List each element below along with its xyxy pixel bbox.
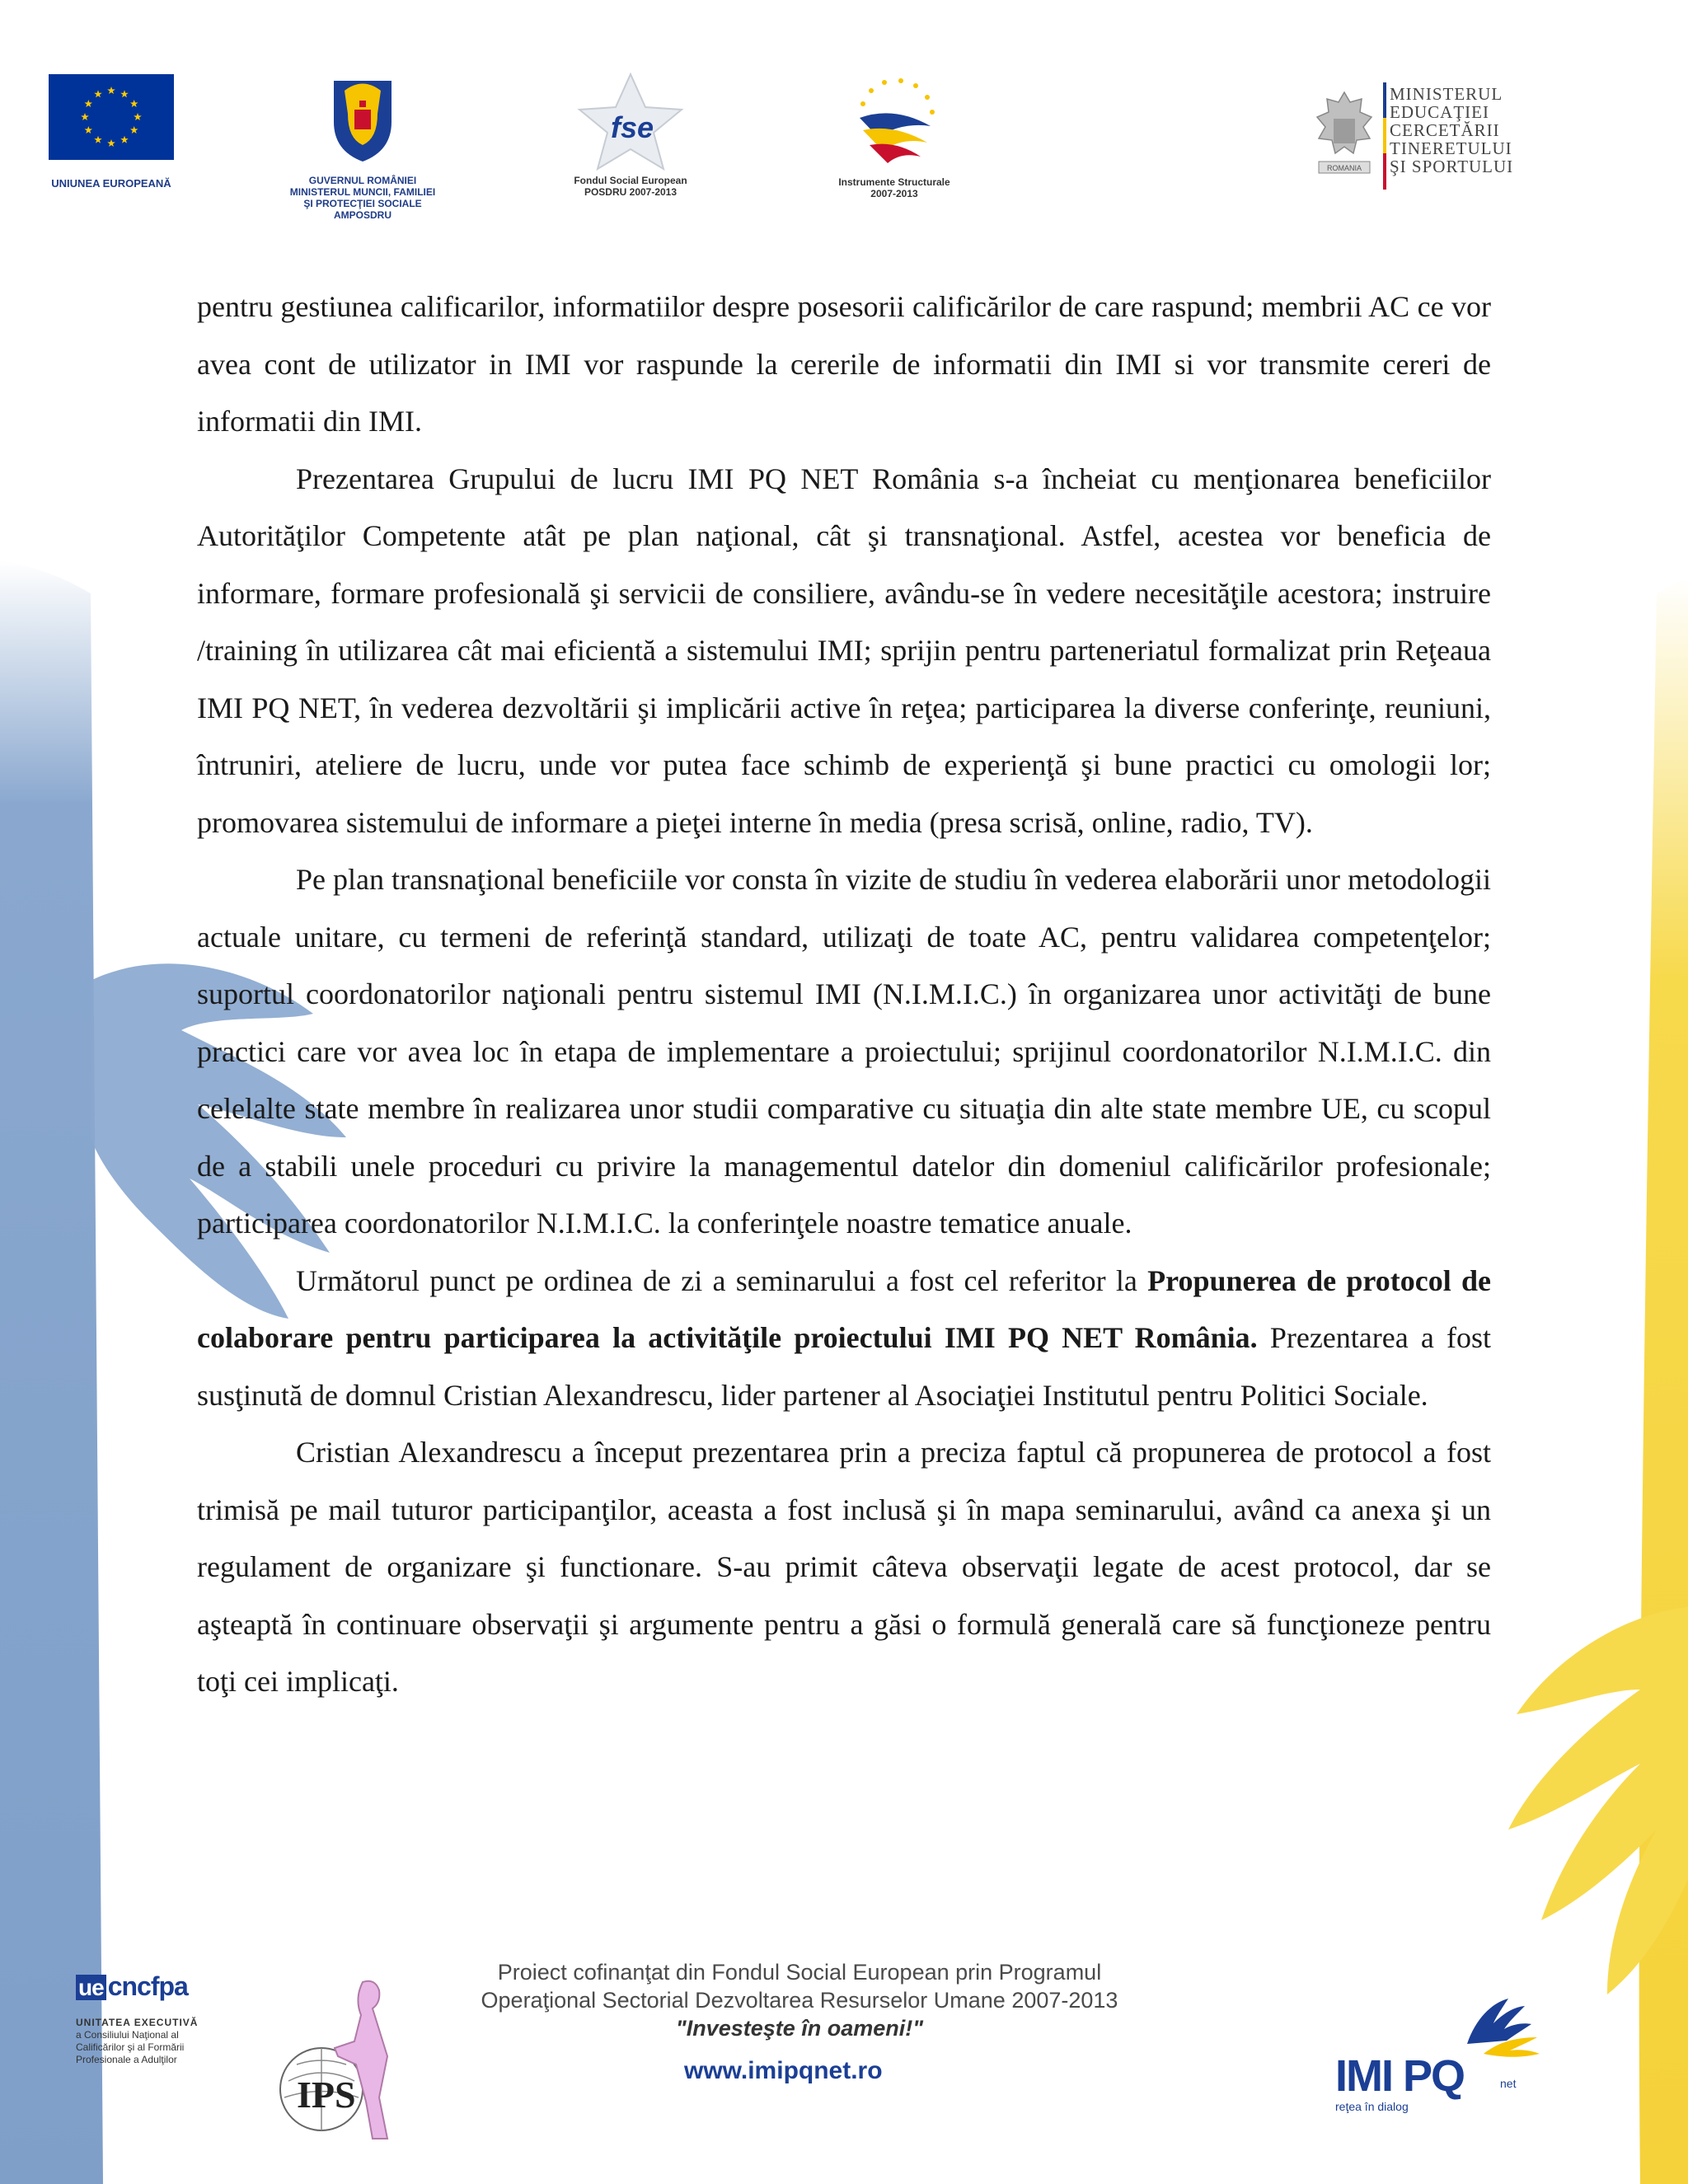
ministry-seal-label: ROMANIA xyxy=(1326,164,1362,172)
paragraph-5: Cristian Alexandrescu a început prezentarea prin a preciza faptul că propunerea de protocol a fost trimisă pe mail tuturor participanţilor, aceasta a fost inclusă şi în mapa seminarului, având ca anexa şi un regulament de organizare şi functionare. S-au primit câteva observaţii legate de acest protocol, dar se aşteaptă în continuare observaţii şi argumente pentru a găsi o formulă generală care să funcţioneze pentru toţi cei implicaţi. xyxy=(197,1436,1491,1698)
uecncfpa-logo: ue cncfpa xyxy=(76,1971,224,2002)
ministry-name: MINISTERUL EDUCAŢIEI CERCETĂRII TINERETULUI ŞI SPORTULUI xyxy=(1390,84,1514,176)
structural-instruments-caption: Instrumente Structurale 2007-2013 xyxy=(838,176,950,199)
government-logo-block xyxy=(264,73,462,221)
imipq-logo-subtitle: reţea în dialog xyxy=(1335,2100,1409,2113)
ministry-tricolor-bar xyxy=(1383,82,1386,190)
structural-instruments-logo-block xyxy=(812,73,977,199)
imipq-logo-name: IMI PQ xyxy=(1335,2051,1465,2101)
paragraph-4: Următorul punct pe ordinea de zi a seminarului a fost cel referitor la Propunerea de protocol de colaborare pentru participarea la activităţile proiectului IMI PQ NET România. Prezentarea a fost susţinută de domnul Cristian Alexandrescu, lider partener al Asociaţiei Institutul pentru Politici Sociale. xyxy=(197,1263,1491,1412)
ips-logo-text: IPS xyxy=(297,2074,356,2116)
paragraph-3: Pe plan transnaţional beneficiile vor consta în vizite de studiu în vederea elaborării unor metodologii actuale unitare, cu termeni de referinţă standard, utilizaţi de toate AC, pentru validarea competenţelor; suportul coordonatorilor naţionali pentru sistemul IMI (N.I.M.I.C.) în organizarea unor activităţi de bune practici care vor avea loc în etapa de implementare a proiectului; sprijinul coordonatorilor N.I.M.I.C. din celelalte state membre în realizarea unor studii comparative cu situaţia din alte state membre UE, cu scopul de a stabili unele proceduri cu privire la managementul datelor din domeniul calificărilor profesionale; participarea coordonatorilor N.I.M.I.C. la conferinţele noastre tematice anuale. xyxy=(197,863,1491,1240)
ministry-seal-icon xyxy=(1311,89,1378,180)
romania-coat-of-arms-icon xyxy=(330,73,396,163)
government-caption: GUVERNUL ROMÂNIEI MINISTERUL MUNCII, FAMILIEI ŞI PROTECŢIEI SOCIALE AMPOSDRU xyxy=(289,175,436,221)
imipq-logo-net: net xyxy=(1500,2077,1517,2090)
paragraph-1: pentru gestiunea calificarilor, informatiilor despre posesorii calificărilor de care raspund; membrii AC ce vor avea cont de utilizator in IMI vor raspunde la cererile de informatii din IMI si vor transmite cereri de informatii din IMI. xyxy=(197,290,1491,438)
fse-caption: Fondul Social European POSDRU 2007-2013 xyxy=(574,175,687,198)
protocol-proposal-heading: Propunerea de protocol de colaborare pentru participarea la activităţile proiectului IMI PQ NET România. xyxy=(197,1263,1491,1354)
eu-flag-icon xyxy=(49,74,174,160)
imipq-net-logo-block xyxy=(1335,1994,1533,2118)
uecncfpa-logo-block xyxy=(76,1971,224,2095)
paragraph-2: Prezentarea Grupului de lucru IMI PQ NET România s-a încheiat cu menţionarea beneficiilor Autorităţilor Competente atât pe plan naţional, cât şi transnaţional. Astfel, acestea vor beneficia de informare, formare profesională şi servicii de consiliere, avându-se în vedere necesităţile acestora; instruire /training în utilizarea cât mai eficientă a sistemului IMI; sprijin pentru parteneriatul formalizat prin Reţeaua IMI PQ NET, în vederea dezvoltării şi implicării active în reţea; participarea la diverse conferinţe, reuniuni, întruniri, ateliere de lucru, unde vor putea face schimb de experienţă şi bune practici cu omologii lor; promovarea sistemului de informare a pieţei interne în media (presa scrisă, online, radio, TV). xyxy=(197,462,1491,839)
document-body xyxy=(197,279,1491,1711)
footer-slogan: "Investeşte în oameni!" xyxy=(675,2016,924,2041)
fse-star-logo-icon xyxy=(573,70,688,173)
imipq-hands-icon xyxy=(1459,1994,1541,2060)
footer-website-link[interactable]: www.imipqnet.ro xyxy=(684,2057,883,2084)
structural-instruments-logo-icon xyxy=(845,73,944,171)
fse-logo-text: fse xyxy=(610,110,654,144)
uecncfpa-caption: UNITATEA EXECUTIVĂ a Consiliului Naţional al Calificărilor şi al Formării Profesionale a Adulţilor xyxy=(76,2017,199,2065)
fse-logo-block xyxy=(544,70,717,198)
eu-logo-block xyxy=(33,74,190,190)
eu-caption: UNIUNEA EUROPEANĂ xyxy=(51,177,171,190)
footer-funding-statement: Proiect cofinanţat din Fondul Social European prin Programul Operaţional Sectorial Dezvoltarea Resurselor Umane 2007-2013 "Investeşte în oameni!" xyxy=(387,1958,1212,2042)
